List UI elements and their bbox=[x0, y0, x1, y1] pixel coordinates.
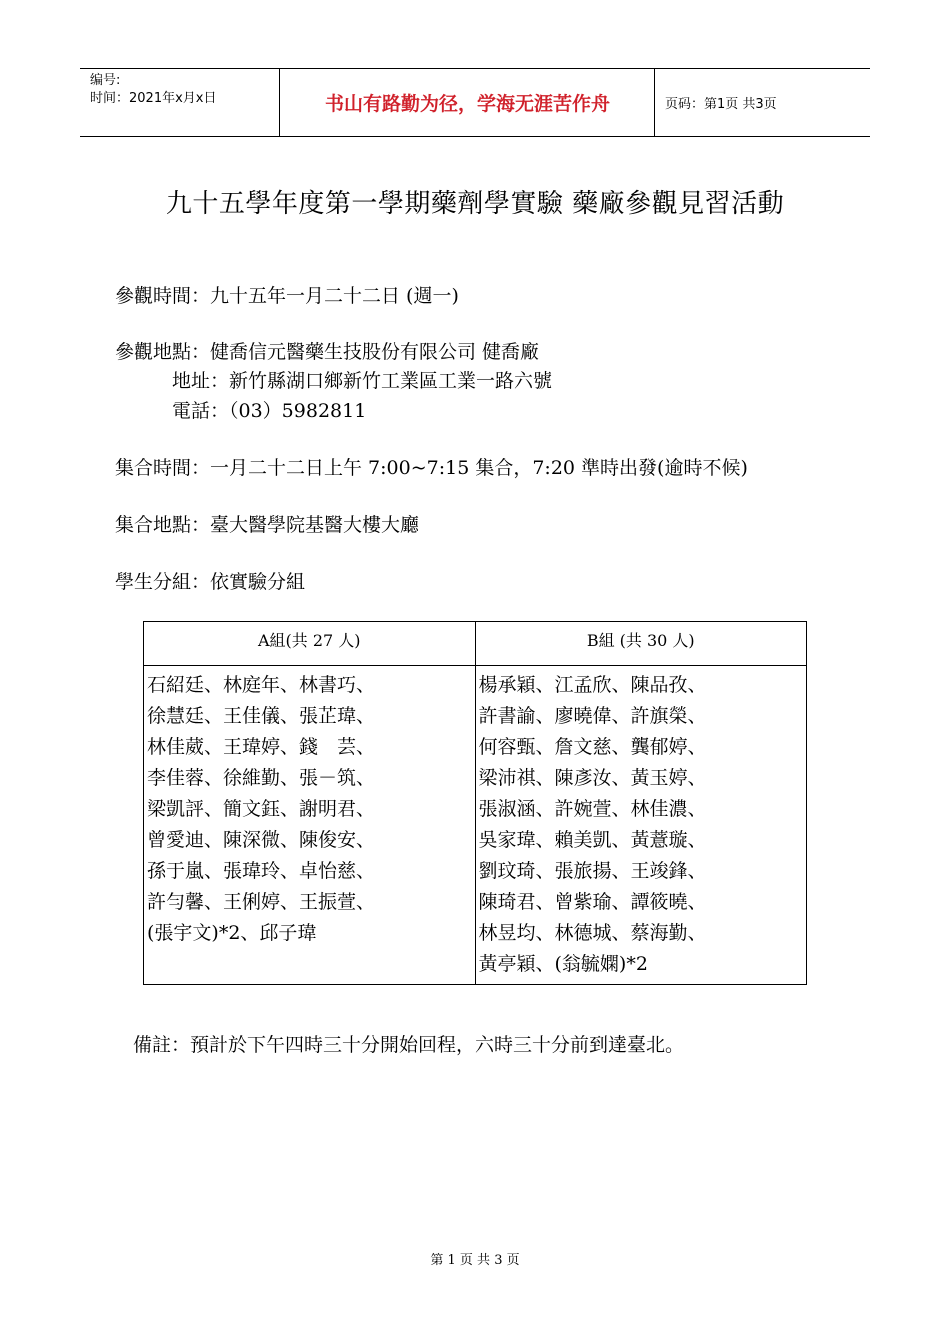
list-item: 梁沛祺、陳彥汝、黃玉婷、 bbox=[478, 767, 707, 789]
list-item: 林昱均、林德城、蔡海勤、 bbox=[478, 922, 707, 944]
list-item: 張淑涵、許婉萱、林佳濃、 bbox=[478, 798, 707, 820]
visit-address: 地址：新竹縣湖口鄉新竹工業區工業一路六號 bbox=[172, 370, 553, 392]
meet-time: 集合時間：一月二十二日上午 7:00~7:15 集合，7:20 準時出發(逾時不候) bbox=[115, 457, 748, 479]
list-item: 陳琦君、曾紫瑜、譚筱曉、 bbox=[478, 891, 707, 913]
group-b-members bbox=[475, 666, 807, 985]
list-item: 許書諭、廖曉偉、許旗榮、 bbox=[478, 705, 707, 727]
list-item: 何容甄、詹文慈、龔郁婷、 bbox=[478, 736, 707, 758]
visit-time: 參觀時間：九十五年一月二十二日 (週一) bbox=[115, 285, 459, 307]
group-b-header: B組 (共 30 人) bbox=[475, 622, 807, 666]
list-item: 石紹廷、林庭年、林書巧、 bbox=[147, 674, 376, 696]
serial-label: 编号: bbox=[90, 73, 121, 88]
header-page-info: 页码：第1页 共3页 bbox=[665, 97, 777, 112]
group-a-header: A組(共 27 人) bbox=[144, 622, 476, 666]
list-item: 徐慧廷、王佳儀、張芷瑋、 bbox=[147, 705, 376, 727]
visit-phone: 電話：（03）5982811 bbox=[172, 400, 367, 422]
header-motto: 书山有路勤为径，学海无涯苦作舟 bbox=[281, 69, 655, 136]
list-item: 李佳蓉、徐維勤、張－筑、 bbox=[147, 767, 376, 789]
list-item: 許勻馨、王俐婷、王振萱、 bbox=[147, 891, 376, 913]
list-item: 楊承穎、江孟欣、陳品孜、 bbox=[478, 674, 707, 696]
visit-place: 參觀地點：健喬信元醫藥生技股份有限公司 健喬廠 bbox=[115, 341, 540, 363]
page-header bbox=[80, 68, 870, 137]
list-item: 孫于嵐、張瑋玲、卓怡慈、 bbox=[147, 860, 376, 882]
list-item: 劉玟琦、張旅揚、王竣鋒、 bbox=[478, 860, 707, 882]
list-item: 黃亭穎、(翁毓嫻)*2 bbox=[478, 953, 648, 975]
grouping: 學生分組：依實驗分組 bbox=[115, 571, 306, 593]
document-title: 九十五學年度第一學期藥劑學實驗 藥廠參觀見習活動 bbox=[165, 189, 785, 219]
list-item: 吳家瑋、賴美凱、黃薏璇、 bbox=[478, 829, 707, 851]
remarks-note: 備註：預計於下午四時三十分開始回程，六時三十分前到達臺北。 bbox=[133, 1034, 685, 1056]
list-item: 林佳葳、王瑋婷、錢 芸、 bbox=[147, 736, 376, 758]
group-table bbox=[143, 621, 807, 985]
header-meta bbox=[80, 69, 280, 136]
list-item: 曾愛迪、陳深微、陳俊安、 bbox=[147, 829, 376, 851]
page-footer: 第 1 页 共 3 页 bbox=[430, 1253, 520, 1268]
list-item: 梁凱評、簡文鈺、謝明君、 bbox=[147, 798, 376, 820]
list-item: (張宇文)*2、邱子瑋 bbox=[147, 922, 317, 944]
group-a-members bbox=[144, 666, 476, 985]
header-date: 时间：2021年x月x日 bbox=[90, 91, 217, 106]
meet-place: 集合地點：臺大醫學院基醫大樓大廳 bbox=[115, 514, 420, 536]
